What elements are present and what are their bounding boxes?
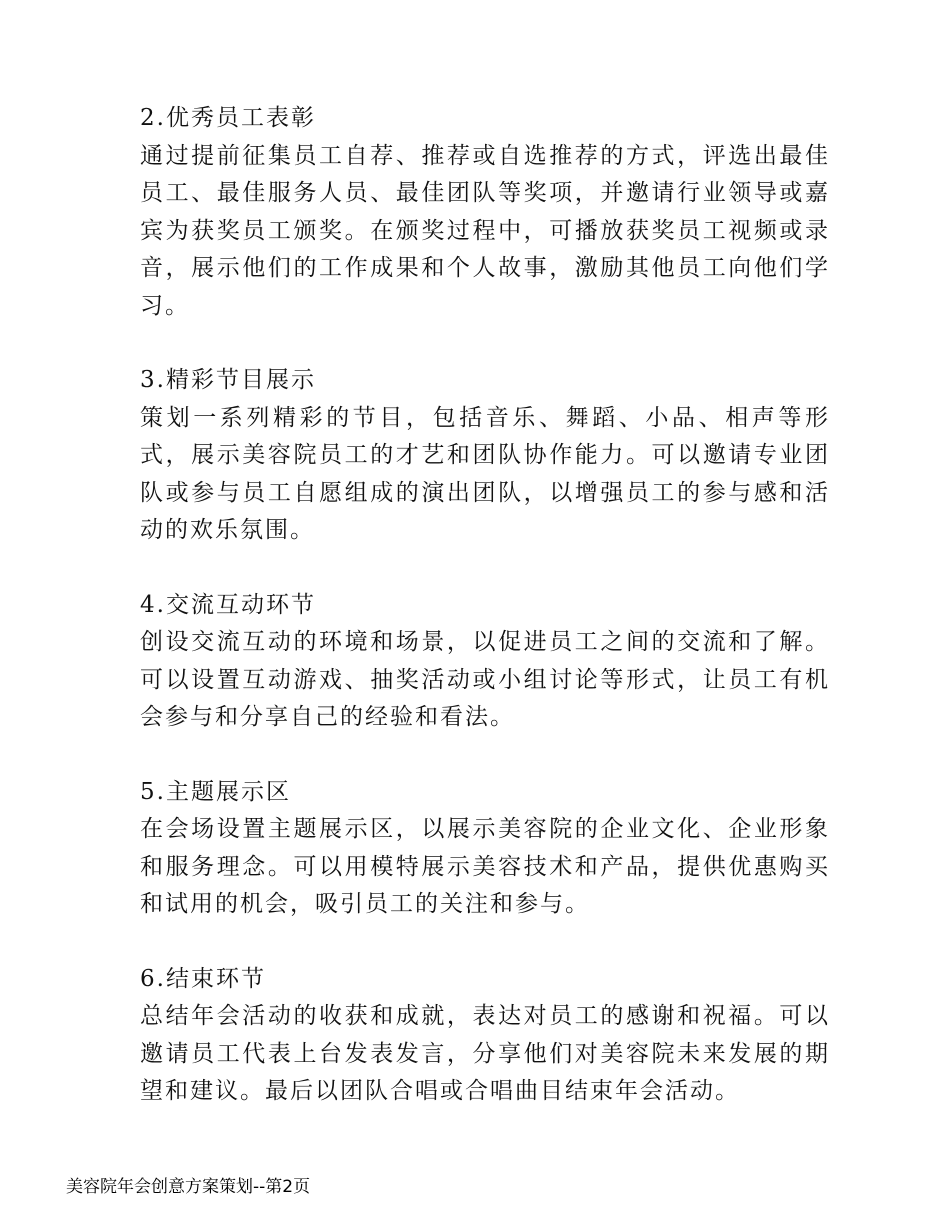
section-paragraph: 创设交流互动的环境和场景，以促进员工之间的交流和了解。可以设置互动游戏、抽奖活动或小组讨论等形式，让员工有机会参与和分享自己的经验和看法。 xyxy=(140,629,830,730)
section-heading: 6.结束环节 xyxy=(140,965,266,992)
section-paragraph: 通过提前征集员工自荐、推荐或自选推荐的方式，评选出最佳员工、最佳服务人员、最佳团队等奖项，并邀请行业领导或嘉宾为获奖员工颁奖。在颁奖过程中，可播放获奖员工视频或录音，展示他们的工作成果和个人故事，激励其他员工向他们学习。 xyxy=(140,142,830,319)
section-heading: 2.优秀员工表彰 xyxy=(140,105,316,131)
section-paragraph: 总结年会活动的收获和成就，表达对员工的感谢和祝福。可以邀请员工代表上台发表发言，分享他们对美容院未来发展的期望和建议。最后以团队合唱或合唱曲目结束年会活动。 xyxy=(140,1003,830,1104)
document-content xyxy=(140,100,830,1148)
section-paragraph: 策划一系列精彩的节目，包括音乐、舞蹈、小品、相声等形式，展示美容院员工的才艺和团队协作能力。可以邀请专业团队或参与员工自愿组成的演出团队，以增强员工的参与感和活动的欢乐氛围。 xyxy=(140,404,830,543)
section-heading: 5.主题展示区 xyxy=(140,778,291,805)
section-interaction xyxy=(140,587,830,737)
page-footer: 美容院年会创意方案策划--第2页 xyxy=(66,1177,311,1197)
section-heading: 4.交流互动环节 xyxy=(140,591,316,618)
section-paragraph: 在会场设置主题展示区，以展示美容院的企业文化、企业形象和服务理念。可以用模特展示美容技术和产品，提供优惠购买和试用的机会，吸引员工的关注和参与。 xyxy=(140,816,830,917)
section-heading: 3.精彩节目展示 xyxy=(140,367,316,393)
section-closing xyxy=(140,961,830,1111)
section-outstanding-employee xyxy=(140,100,830,325)
section-theme-display xyxy=(140,774,830,924)
section-performances xyxy=(140,362,830,550)
